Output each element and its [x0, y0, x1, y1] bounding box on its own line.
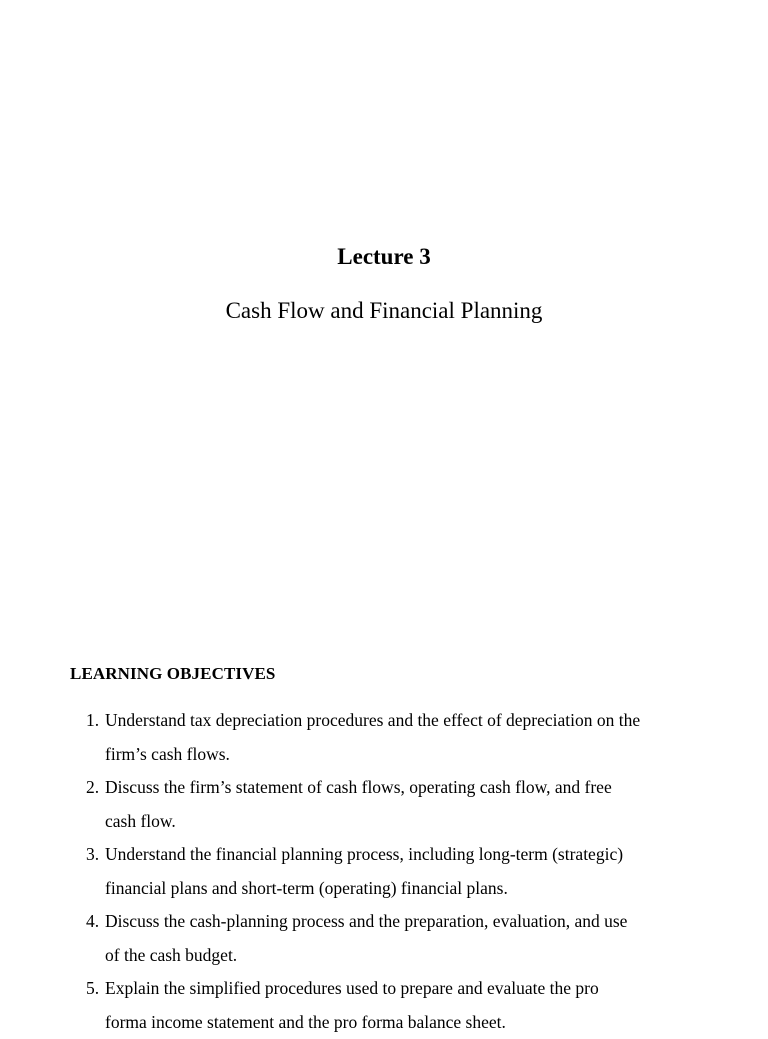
- objective-number-1: 1.: [86, 704, 99, 738]
- lecture-subtitle: Cash Flow and Financial Planning: [0, 294, 768, 328]
- learning-objectives-list: [0, 704, 768, 1039]
- objective-item-5: [0, 972, 705, 1039]
- objective-item-1: [0, 704, 705, 771]
- objective-5-line-1: Explain the simplified procedures used to prepare and evaluate the pro: [105, 972, 705, 1006]
- objective-item-4: [0, 905, 705, 972]
- objective-2-line-1: Discuss the firm’s statement of cash flows, operating cash flow, and free: [105, 771, 705, 805]
- objective-number-2: 2.: [86, 771, 99, 805]
- objective-1-line-2: firm’s cash flows.: [105, 738, 705, 772]
- objective-4-line-2: of the cash budget.: [105, 939, 705, 973]
- lecture-title: Lecture 3: [0, 240, 768, 274]
- objective-number-3: 3.: [86, 838, 99, 872]
- objective-number-5: 5.: [86, 972, 99, 1006]
- objective-3-line-1: Understand the financial planning process, including long-term (strategic): [105, 838, 705, 872]
- objective-1-line-1: Understand tax depreciation procedures and the effect of depreciation on the: [105, 704, 705, 738]
- objective-2-line-2: cash flow.: [105, 805, 705, 839]
- objective-3-line-2: financial plans and short-term (operating) financial plans.: [105, 872, 705, 906]
- objective-number-4: 4.: [86, 905, 99, 939]
- learning-objectives-heading: LEARNING OBJECTIVES: [70, 661, 275, 687]
- objective-4-line-1: Discuss the cash-planning process and the preparation, evaluation, and use: [105, 905, 705, 939]
- objective-item-3: [0, 838, 705, 905]
- objective-item-2: [0, 771, 705, 838]
- objective-5-line-2: forma income statement and the pro forma balance sheet.: [105, 1006, 705, 1039]
